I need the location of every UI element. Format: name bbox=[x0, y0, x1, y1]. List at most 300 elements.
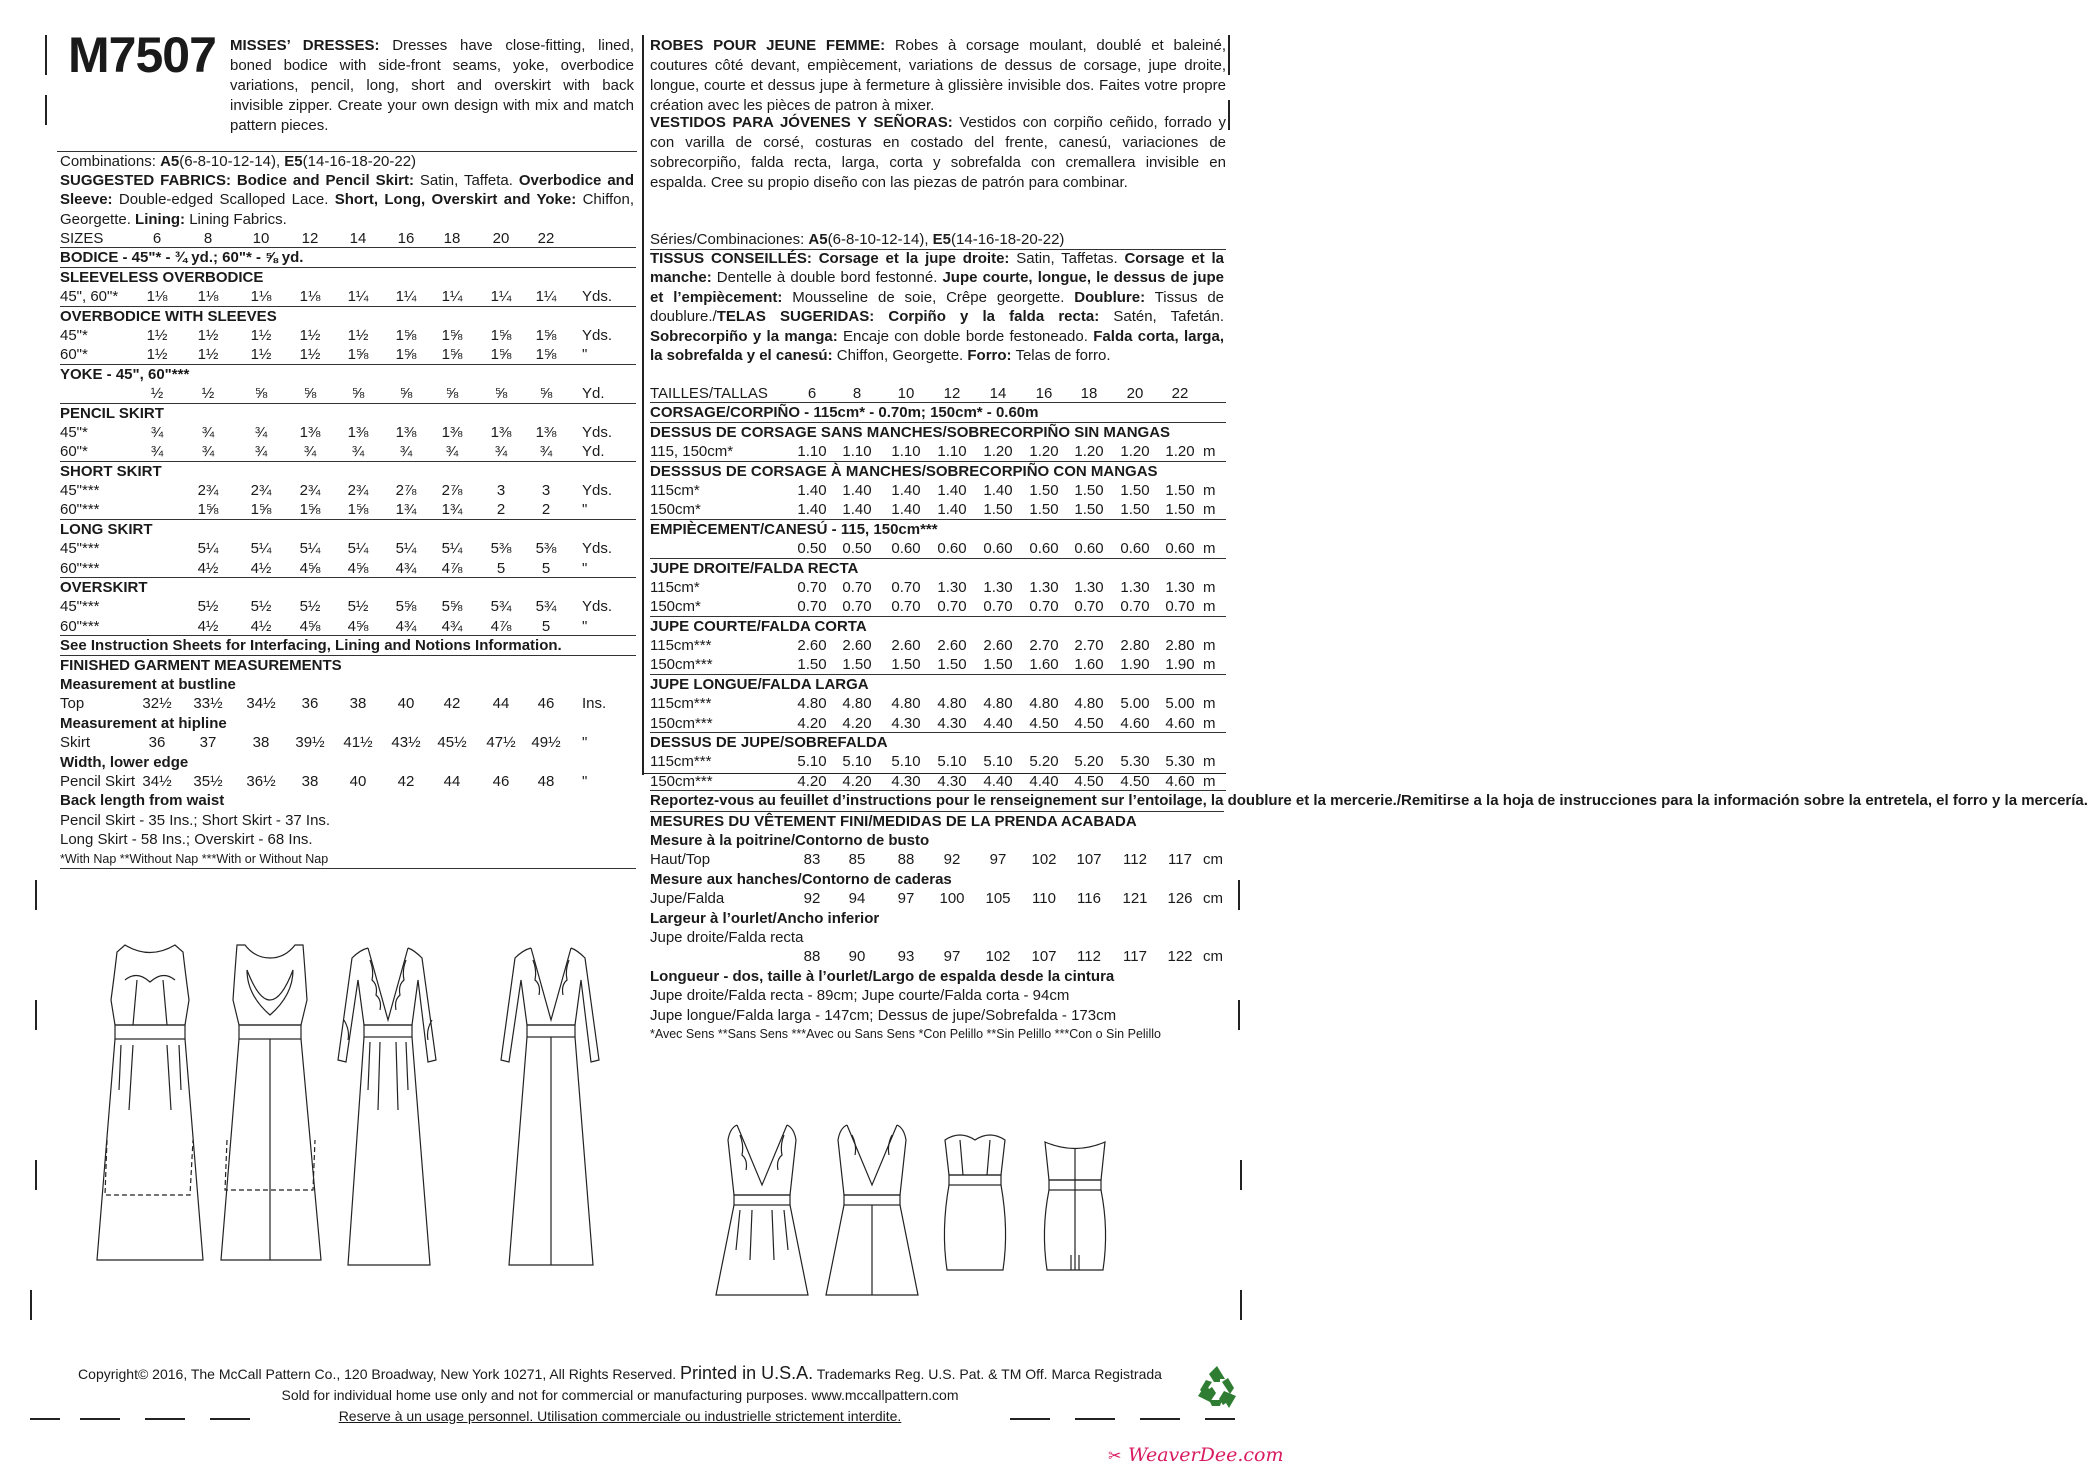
value-cell: 0.50 bbox=[842, 540, 872, 558]
table-row bbox=[60, 345, 636, 364]
size-cell: 20 bbox=[492, 230, 510, 247]
value-cell: 2.80 bbox=[1165, 637, 1195, 655]
row-label: 60"* bbox=[60, 346, 88, 364]
value-cell: 83 bbox=[803, 851, 821, 869]
value-cell: ¾ bbox=[539, 443, 553, 461]
value-cell: 5½ bbox=[299, 598, 321, 616]
finished-title-text: FINISHED GARMENT MEASUREMENTS bbox=[60, 656, 342, 674]
section-title-text: DESSSUS DE CORSAGE À MANCHES/SOBRECORPIÑO CON MANGAS bbox=[650, 462, 1158, 480]
value-cell: 1.20 bbox=[983, 443, 1013, 461]
value-cell: ¾ bbox=[254, 443, 268, 461]
value-cell: 107 bbox=[1076, 851, 1102, 869]
section-title bbox=[650, 733, 1226, 752]
value-cell: 1.40 bbox=[937, 501, 967, 519]
value-cell: 45½ bbox=[437, 734, 467, 752]
value-cell: 0.70 bbox=[937, 598, 967, 616]
value-cell: 1.40 bbox=[797, 481, 827, 499]
table-row bbox=[650, 772, 1226, 791]
value-cell: 44 bbox=[492, 695, 510, 713]
measurement-title-text: Measurement at hipline bbox=[60, 714, 227, 732]
size-cell: 12 bbox=[943, 385, 961, 402]
value-cell: 2.60 bbox=[842, 637, 872, 655]
value-cell: 1⅝ bbox=[535, 326, 557, 344]
value-cell: 3 bbox=[496, 482, 506, 500]
nap-note bbox=[60, 850, 636, 869]
value-cell: 4.60 bbox=[1165, 714, 1195, 732]
value-cell: 40 bbox=[397, 695, 415, 713]
value-cell: 5¼ bbox=[197, 540, 219, 558]
table-row bbox=[60, 694, 636, 713]
value-cell: 102 bbox=[985, 948, 1011, 966]
value-cell: 1.30 bbox=[1029, 578, 1059, 596]
size-cell: 8 bbox=[852, 385, 862, 402]
unit-label: m bbox=[1203, 637, 1216, 655]
value-cell: 35½ bbox=[193, 772, 223, 790]
table-row bbox=[60, 384, 636, 403]
value-cell: 4.20 bbox=[797, 714, 827, 732]
back-length-line bbox=[60, 830, 636, 849]
value-cell: 2 bbox=[496, 501, 506, 519]
value-cell: 5¼ bbox=[395, 540, 417, 558]
section-title-text: YOKE - 45", 60"*** bbox=[60, 365, 190, 383]
value-cell: 42 bbox=[397, 772, 415, 790]
value-cell: 2.60 bbox=[891, 637, 921, 655]
unit-label: Yds. bbox=[582, 288, 613, 306]
value-cell: 1¼ bbox=[395, 288, 417, 306]
table-row bbox=[60, 559, 636, 578]
section-title-text: JUPE DROITE/FALDA RECTA bbox=[650, 559, 859, 577]
measurement-title-text: Largeur à l’ourlet/Ancho inferior bbox=[650, 909, 880, 927]
crop-mark bbox=[1238, 1000, 1240, 1030]
value-cell: 1.40 bbox=[842, 481, 872, 499]
value-cell: 2¾ bbox=[250, 482, 272, 500]
unit-label: cm bbox=[1203, 890, 1223, 908]
table-row bbox=[60, 733, 636, 752]
combinations-french: Séries/Combinaciones: A5(6-8-10-12-14), E5(14-16-18-20-22) bbox=[650, 231, 1065, 248]
unit-label: Yds. bbox=[582, 598, 613, 616]
back-length-line-text: Pencil Skirt - 35 Ins.; Short Skirt - 37 Ins. bbox=[60, 811, 331, 829]
value-cell: 4.40 bbox=[983, 772, 1013, 790]
unit-label: Yds. bbox=[582, 423, 613, 441]
value-cell: 4.60 bbox=[1165, 772, 1195, 790]
value-cell: 1⅝ bbox=[197, 501, 219, 519]
value-cell: 1.50 bbox=[1029, 481, 1059, 499]
value-cell: 5.10 bbox=[891, 753, 921, 771]
value-cell: 2¾ bbox=[197, 482, 219, 500]
value-cell: 1.50 bbox=[797, 656, 827, 674]
crop-mark bbox=[45, 35, 47, 75]
sizes-row bbox=[60, 229, 636, 248]
yardage-table-english bbox=[60, 229, 636, 869]
instructions-note-french: Reportez-vous au feuillet d’instructions pour le renseignement sur l’entoilage, la doublure et la mercerie./Remitirse a la hoja de instrucciones para la información sobre la entretela, el forro y la mercería. bbox=[650, 791, 1224, 811]
instructions-note bbox=[60, 636, 636, 655]
value-cell: 40 bbox=[349, 772, 367, 790]
value-cell: 33½ bbox=[193, 695, 223, 713]
section-title-text: EMPIÈCEMENT/CANESÚ - 115, 150cm*** bbox=[650, 520, 938, 538]
value-cell: 1⅛ bbox=[146, 288, 168, 306]
section-title-text: JUPE LONGUE/FALDA LARGA bbox=[650, 675, 869, 693]
table-row bbox=[650, 694, 1226, 713]
value-cell: 1⅝ bbox=[395, 326, 417, 344]
value-cell: 34½ bbox=[246, 695, 276, 713]
section-title-text: LONG SKIRT bbox=[60, 520, 153, 538]
measurement-title bbox=[650, 909, 1226, 928]
value-cell: 4¾ bbox=[441, 617, 463, 635]
value-cell: 1⅝ bbox=[490, 326, 512, 344]
value-cell: 1⅜ bbox=[347, 423, 369, 441]
yardage-table-french bbox=[650, 384, 2088, 1044]
value-cell: 0.70 bbox=[1074, 598, 1104, 616]
size-cell: 10 bbox=[897, 385, 915, 402]
value-cell: 0.70 bbox=[842, 598, 872, 616]
value-cell: 4.20 bbox=[842, 714, 872, 732]
value-cell: 1.20 bbox=[1165, 443, 1195, 461]
value-cell: 4.20 bbox=[842, 772, 872, 790]
value-cell: 4.80 bbox=[797, 695, 827, 713]
value-cell: 5¼ bbox=[347, 540, 369, 558]
value-cell: 5 bbox=[496, 559, 506, 577]
table-row bbox=[60, 423, 636, 442]
value-cell: 112 bbox=[1077, 948, 1101, 966]
table-row bbox=[60, 326, 636, 345]
value-cell: 1.30 bbox=[937, 578, 967, 596]
measurement-title bbox=[650, 831, 1226, 850]
value-cell: 2¾ bbox=[347, 482, 369, 500]
value-cell: 4.30 bbox=[891, 714, 921, 732]
value-cell: 2.60 bbox=[937, 637, 967, 655]
value-cell: 4.80 bbox=[983, 695, 1013, 713]
size-cell: 20 bbox=[1126, 385, 1144, 402]
value-cell: 4½ bbox=[250, 617, 272, 635]
table-row bbox=[60, 617, 636, 636]
value-cell: 1⅝ bbox=[441, 326, 463, 344]
value-cell: 1½ bbox=[299, 346, 321, 364]
value-cell: 1.30 bbox=[1074, 578, 1104, 596]
unit-label: " bbox=[582, 501, 588, 519]
value-cell: 1.40 bbox=[797, 501, 827, 519]
value-cell: 2.70 bbox=[1074, 637, 1104, 655]
value-cell: 4.20 bbox=[797, 772, 827, 790]
value-cell: 4⅝ bbox=[347, 559, 369, 577]
value-cell: 1¼ bbox=[347, 288, 369, 306]
short-dress-back-illustration bbox=[822, 1120, 922, 1300]
value-cell: 44 bbox=[443, 772, 461, 790]
value-cell: 1⅜ bbox=[441, 423, 463, 441]
value-cell: 1⅝ bbox=[347, 346, 369, 364]
value-cell: 36 bbox=[148, 734, 166, 752]
finished-title bbox=[60, 656, 636, 675]
value-cell: 37 bbox=[199, 734, 217, 752]
value-cell: ¾ bbox=[201, 443, 215, 461]
value-cell: 110 bbox=[1032, 890, 1056, 908]
value-cell: 97 bbox=[989, 851, 1007, 869]
unit-label: " bbox=[582, 617, 588, 635]
row-label: 150cm*** bbox=[650, 772, 713, 790]
measurement-title-text: Measurement at bustline bbox=[60, 675, 236, 693]
section-title-text: DESSUS DE CORSAGE SANS MANCHES/SOBRECORPIÑO SIN MANGAS bbox=[650, 423, 1171, 441]
value-cell: 1.50 bbox=[1074, 481, 1104, 499]
value-cell: 1¼ bbox=[441, 288, 463, 306]
table-row bbox=[650, 655, 1226, 674]
section-title bbox=[60, 578, 636, 597]
value-cell: 4.40 bbox=[1029, 772, 1059, 790]
copyright-line: Copyright© 2016, The McCall Pattern Co., 120 Broadway, New York 10271, All Rights Reserved. Printed in U.S.A. Trademarks Reg. U.S. Pat. & TM Off. Marca Registrada bbox=[78, 1363, 1162, 1383]
row-label: 45"* bbox=[60, 326, 88, 344]
value-cell: 112 bbox=[1123, 851, 1147, 869]
unit-label: Yds. bbox=[582, 540, 613, 558]
value-cell: ¾ bbox=[445, 443, 459, 461]
table-row bbox=[650, 597, 1226, 616]
section-title-text: OVERBODICE WITH SLEEVES bbox=[60, 307, 277, 325]
value-cell: 92 bbox=[943, 851, 961, 869]
back-length-line-text: Jupe longue/Falda larga - 147cm; Dessus de jupe/Sobrefalda - 173cm bbox=[650, 1006, 1117, 1024]
value-cell: 5¼ bbox=[250, 540, 272, 558]
row-label: Top bbox=[60, 695, 85, 713]
value-cell: 4.50 bbox=[1074, 714, 1104, 732]
value-cell: ⅝ bbox=[399, 385, 413, 403]
section-title-text: JUPE COURTE/FALDA CORTA bbox=[650, 617, 867, 635]
value-cell: ½ bbox=[150, 385, 164, 403]
value-cell: 126 bbox=[1167, 890, 1193, 908]
dress-front-long-sleeve-illustration bbox=[330, 940, 445, 1280]
row-label: Pencil Skirt bbox=[60, 772, 136, 790]
instructions-note-text: See Instruction Sheets for Interfacing, Lining and Notions Information. bbox=[60, 637, 562, 655]
value-cell: 1.50 bbox=[983, 501, 1013, 519]
row-label: 150cm*** bbox=[650, 714, 713, 732]
value-cell: 1.10 bbox=[797, 443, 827, 461]
value-cell: 97 bbox=[897, 890, 915, 908]
value-cell: 42 bbox=[443, 695, 461, 713]
value-cell: 5.20 bbox=[1074, 753, 1104, 771]
row-label: Haut/Top bbox=[650, 851, 711, 869]
value-cell: 1½ bbox=[250, 326, 272, 344]
size-cell: 16 bbox=[1035, 385, 1053, 402]
value-cell: 0.70 bbox=[797, 578, 827, 596]
value-cell: 1¾ bbox=[441, 501, 463, 519]
size-cell: 18 bbox=[1080, 385, 1098, 402]
size-cell: 22 bbox=[537, 230, 555, 247]
size-cell: 12 bbox=[301, 230, 319, 247]
unit-label: m bbox=[1203, 501, 1216, 519]
row-label: 115, 150cm* bbox=[650, 443, 734, 461]
value-cell: 2.70 bbox=[1029, 637, 1059, 655]
value-cell: ¾ bbox=[254, 423, 268, 441]
unit-label: m bbox=[1203, 772, 1216, 790]
unit-label: cm bbox=[1203, 851, 1223, 869]
value-cell: ¾ bbox=[494, 443, 508, 461]
value-cell: 5.00 bbox=[1165, 695, 1195, 713]
value-cell: 4.40 bbox=[983, 714, 1013, 732]
back-length-line bbox=[60, 811, 636, 830]
unit-label: Yds. bbox=[582, 482, 613, 500]
measurement-title-text: Longueur - dos, taille à l’ourlet/Largo de espalda desde la cintura bbox=[650, 967, 1115, 985]
value-cell: 2⅞ bbox=[441, 482, 463, 500]
value-cell: 49½ bbox=[531, 734, 561, 752]
value-cell: 1½ bbox=[250, 346, 272, 364]
value-cell: 0.60 bbox=[1165, 540, 1195, 558]
unit-label: m bbox=[1203, 443, 1216, 461]
value-cell: 5½ bbox=[250, 598, 272, 616]
value-cell: 5½ bbox=[347, 598, 369, 616]
measurement-title bbox=[60, 714, 636, 733]
unit-label: Yds. bbox=[582, 326, 613, 344]
crop-mark bbox=[1228, 35, 1230, 75]
table-row bbox=[60, 500, 636, 519]
back-length-line bbox=[650, 1006, 1226, 1025]
section-title bbox=[60, 520, 636, 539]
value-cell: 34½ bbox=[142, 772, 172, 790]
value-cell: ¾ bbox=[303, 443, 317, 461]
table-row bbox=[650, 714, 1226, 733]
value-cell: 1.10 bbox=[891, 443, 921, 461]
sizes-row bbox=[650, 384, 1226, 403]
row-label: 115cm*** bbox=[650, 753, 712, 771]
size-cell: 6 bbox=[152, 230, 162, 247]
value-cell: 1.50 bbox=[1029, 501, 1059, 519]
unit-label: " bbox=[582, 734, 588, 752]
section-title-text: SHORT SKIRT bbox=[60, 462, 162, 480]
value-cell: 4.80 bbox=[891, 695, 921, 713]
row-label: 60"*** bbox=[60, 617, 100, 635]
value-cell: 4.30 bbox=[891, 772, 921, 790]
value-cell: 39½ bbox=[295, 734, 325, 752]
row-label: 45"*** bbox=[60, 482, 100, 500]
unit-label: m bbox=[1203, 753, 1216, 771]
value-cell: 0.70 bbox=[1165, 598, 1195, 616]
pattern-number: M7507 bbox=[68, 27, 216, 83]
row-label: Jupe/Falda bbox=[650, 890, 725, 908]
value-cell: ⅝ bbox=[351, 385, 365, 403]
finished-title bbox=[650, 812, 1226, 831]
row-label: Skirt bbox=[60, 734, 90, 752]
value-cell: 85 bbox=[848, 851, 866, 869]
section-title bbox=[650, 617, 1226, 636]
value-cell: 5⅜ bbox=[535, 540, 557, 558]
value-cell: 5¾ bbox=[490, 598, 512, 616]
value-cell: 4⅞ bbox=[490, 617, 512, 635]
value-cell: 4½ bbox=[250, 559, 272, 577]
value-cell: 1½ bbox=[146, 326, 168, 344]
nap-note-text: *Avec Sens **Sans Sens ***Avec ou Sans Sens *Con Pelillo **Sin Pelillo ***Con o Sin Pelillo bbox=[650, 1026, 1161, 1041]
value-cell: 1½ bbox=[347, 326, 369, 344]
dress-front-sleeveless-illustration bbox=[85, 940, 215, 1280]
value-cell: 1.20 bbox=[1074, 443, 1104, 461]
section-title bbox=[650, 423, 1226, 442]
value-cell: 0.60 bbox=[937, 540, 967, 558]
bodice-line-text: BODICE - 45"* - ¾ yd.; 60"* - ⅝ yd. bbox=[60, 249, 304, 267]
value-cell: 2⅞ bbox=[395, 482, 417, 500]
value-cell: 1.20 bbox=[1120, 443, 1150, 461]
table-row bbox=[60, 772, 636, 791]
section-title bbox=[60, 404, 636, 423]
value-cell: 1⅝ bbox=[490, 346, 512, 364]
unit-label: Yd. bbox=[582, 385, 605, 403]
section-title-text: DESSUS DE JUPE/SOBREFALDA bbox=[650, 734, 888, 752]
value-cell: 1.50 bbox=[891, 656, 921, 674]
value-cell: 1.50 bbox=[1120, 501, 1150, 519]
section-title bbox=[60, 307, 636, 326]
row-label: 115cm*** bbox=[650, 695, 712, 713]
section-title bbox=[60, 365, 636, 384]
value-cell: ¾ bbox=[150, 423, 164, 441]
value-cell: 1⅜ bbox=[535, 423, 557, 441]
value-cell: 32½ bbox=[142, 695, 172, 713]
value-cell: 4⅝ bbox=[347, 617, 369, 635]
value-cell: 5¾ bbox=[535, 598, 557, 616]
value-cell: ¾ bbox=[150, 443, 164, 461]
value-cell: ⅝ bbox=[254, 385, 268, 403]
value-cell: 1⅛ bbox=[197, 288, 219, 306]
crop-mark bbox=[35, 1000, 37, 1030]
value-cell: 1.60 bbox=[1074, 656, 1104, 674]
intro-english bbox=[230, 36, 634, 136]
measurement-title bbox=[60, 675, 636, 694]
crop-mark bbox=[45, 95, 47, 125]
fabrics-english: SUGGESTED FABRICS: Bodice and Pencil Skirt: Satin, Taffeta. Overbodice and Sleeve: Double-edged Scalloped Lace. Short, Long, Overskirt and Yoke: Chiffon, Georgette. Lining: Lining Fabrics. bbox=[60, 172, 634, 228]
dress-back-sleeveless-illustration bbox=[215, 940, 325, 1280]
value-cell: 36 bbox=[301, 695, 319, 713]
value-cell: 4.50 bbox=[1029, 714, 1059, 732]
value-cell: ⅝ bbox=[303, 385, 317, 403]
measurement-title bbox=[650, 967, 1226, 986]
row-label: 45"*** bbox=[60, 598, 100, 616]
measurement-subtitle-text: Jupe droite/Falda recta bbox=[650, 928, 804, 946]
unit-label: " bbox=[582, 559, 588, 577]
bodice-line bbox=[650, 403, 1226, 422]
value-cell: 1.50 bbox=[842, 656, 872, 674]
value-cell: 1.50 bbox=[1165, 481, 1195, 499]
size-cell: 8 bbox=[203, 230, 213, 247]
value-cell: 0.60 bbox=[1120, 540, 1150, 558]
crop-mark bbox=[1228, 100, 1230, 130]
value-cell: 1⅝ bbox=[441, 346, 463, 364]
row-label: 150cm* bbox=[650, 501, 701, 519]
row-label: 115cm*** bbox=[650, 637, 712, 655]
value-cell: ⅝ bbox=[445, 385, 459, 403]
value-cell: 1.40 bbox=[937, 481, 967, 499]
unit-label: cm bbox=[1203, 948, 1223, 966]
value-cell: 1⅝ bbox=[535, 346, 557, 364]
row-label: 45"*** bbox=[60, 540, 100, 558]
value-cell: 0.70 bbox=[797, 598, 827, 616]
back-length-line-text: Jupe droite/Falda recta - 89cm; Jupe courte/Falda corta - 94cm bbox=[650, 987, 1070, 1005]
value-cell: 1.40 bbox=[983, 481, 1013, 499]
value-cell: ⅝ bbox=[539, 385, 553, 403]
value-cell: 1.60 bbox=[1029, 656, 1059, 674]
unit-label: m bbox=[1203, 656, 1216, 674]
nap-note bbox=[650, 1025, 1226, 1044]
value-cell: 0.70 bbox=[891, 578, 921, 596]
size-cell: 14 bbox=[989, 385, 1007, 402]
value-cell: 2.80 bbox=[1120, 637, 1150, 655]
value-cell: 0.60 bbox=[891, 540, 921, 558]
crop-mark bbox=[30, 1290, 32, 1320]
measurement-subtitle bbox=[650, 928, 1226, 947]
row-label: 115cm* bbox=[650, 481, 700, 499]
measurement-title-text: Back length from waist bbox=[60, 792, 225, 810]
reserve-line: Reserve à un usage personnel. Utilisation commerciale ou industrielle strictement interdite. bbox=[338, 1408, 902, 1424]
row-label: 60"*** bbox=[60, 501, 100, 519]
sizes-label: TAILLES/TALLAS bbox=[650, 385, 768, 402]
strapless-pencil-dress-back-illustration bbox=[1035, 1130, 1115, 1280]
value-cell: 1½ bbox=[299, 326, 321, 344]
value-cell: ¾ bbox=[399, 443, 413, 461]
intro-english-text: Dresses have close-fitting, lined, boned bodice with side-front seams, yoke, overbodice variations, pencil, long, short and overskirt with back invisible zipper. Create your own design with mix and match pattern pieces. bbox=[230, 37, 635, 134]
measurement-title bbox=[650, 870, 1226, 889]
size-cell: 14 bbox=[349, 230, 367, 247]
value-cell: 1¼ bbox=[535, 288, 557, 306]
table-row bbox=[650, 500, 1226, 519]
